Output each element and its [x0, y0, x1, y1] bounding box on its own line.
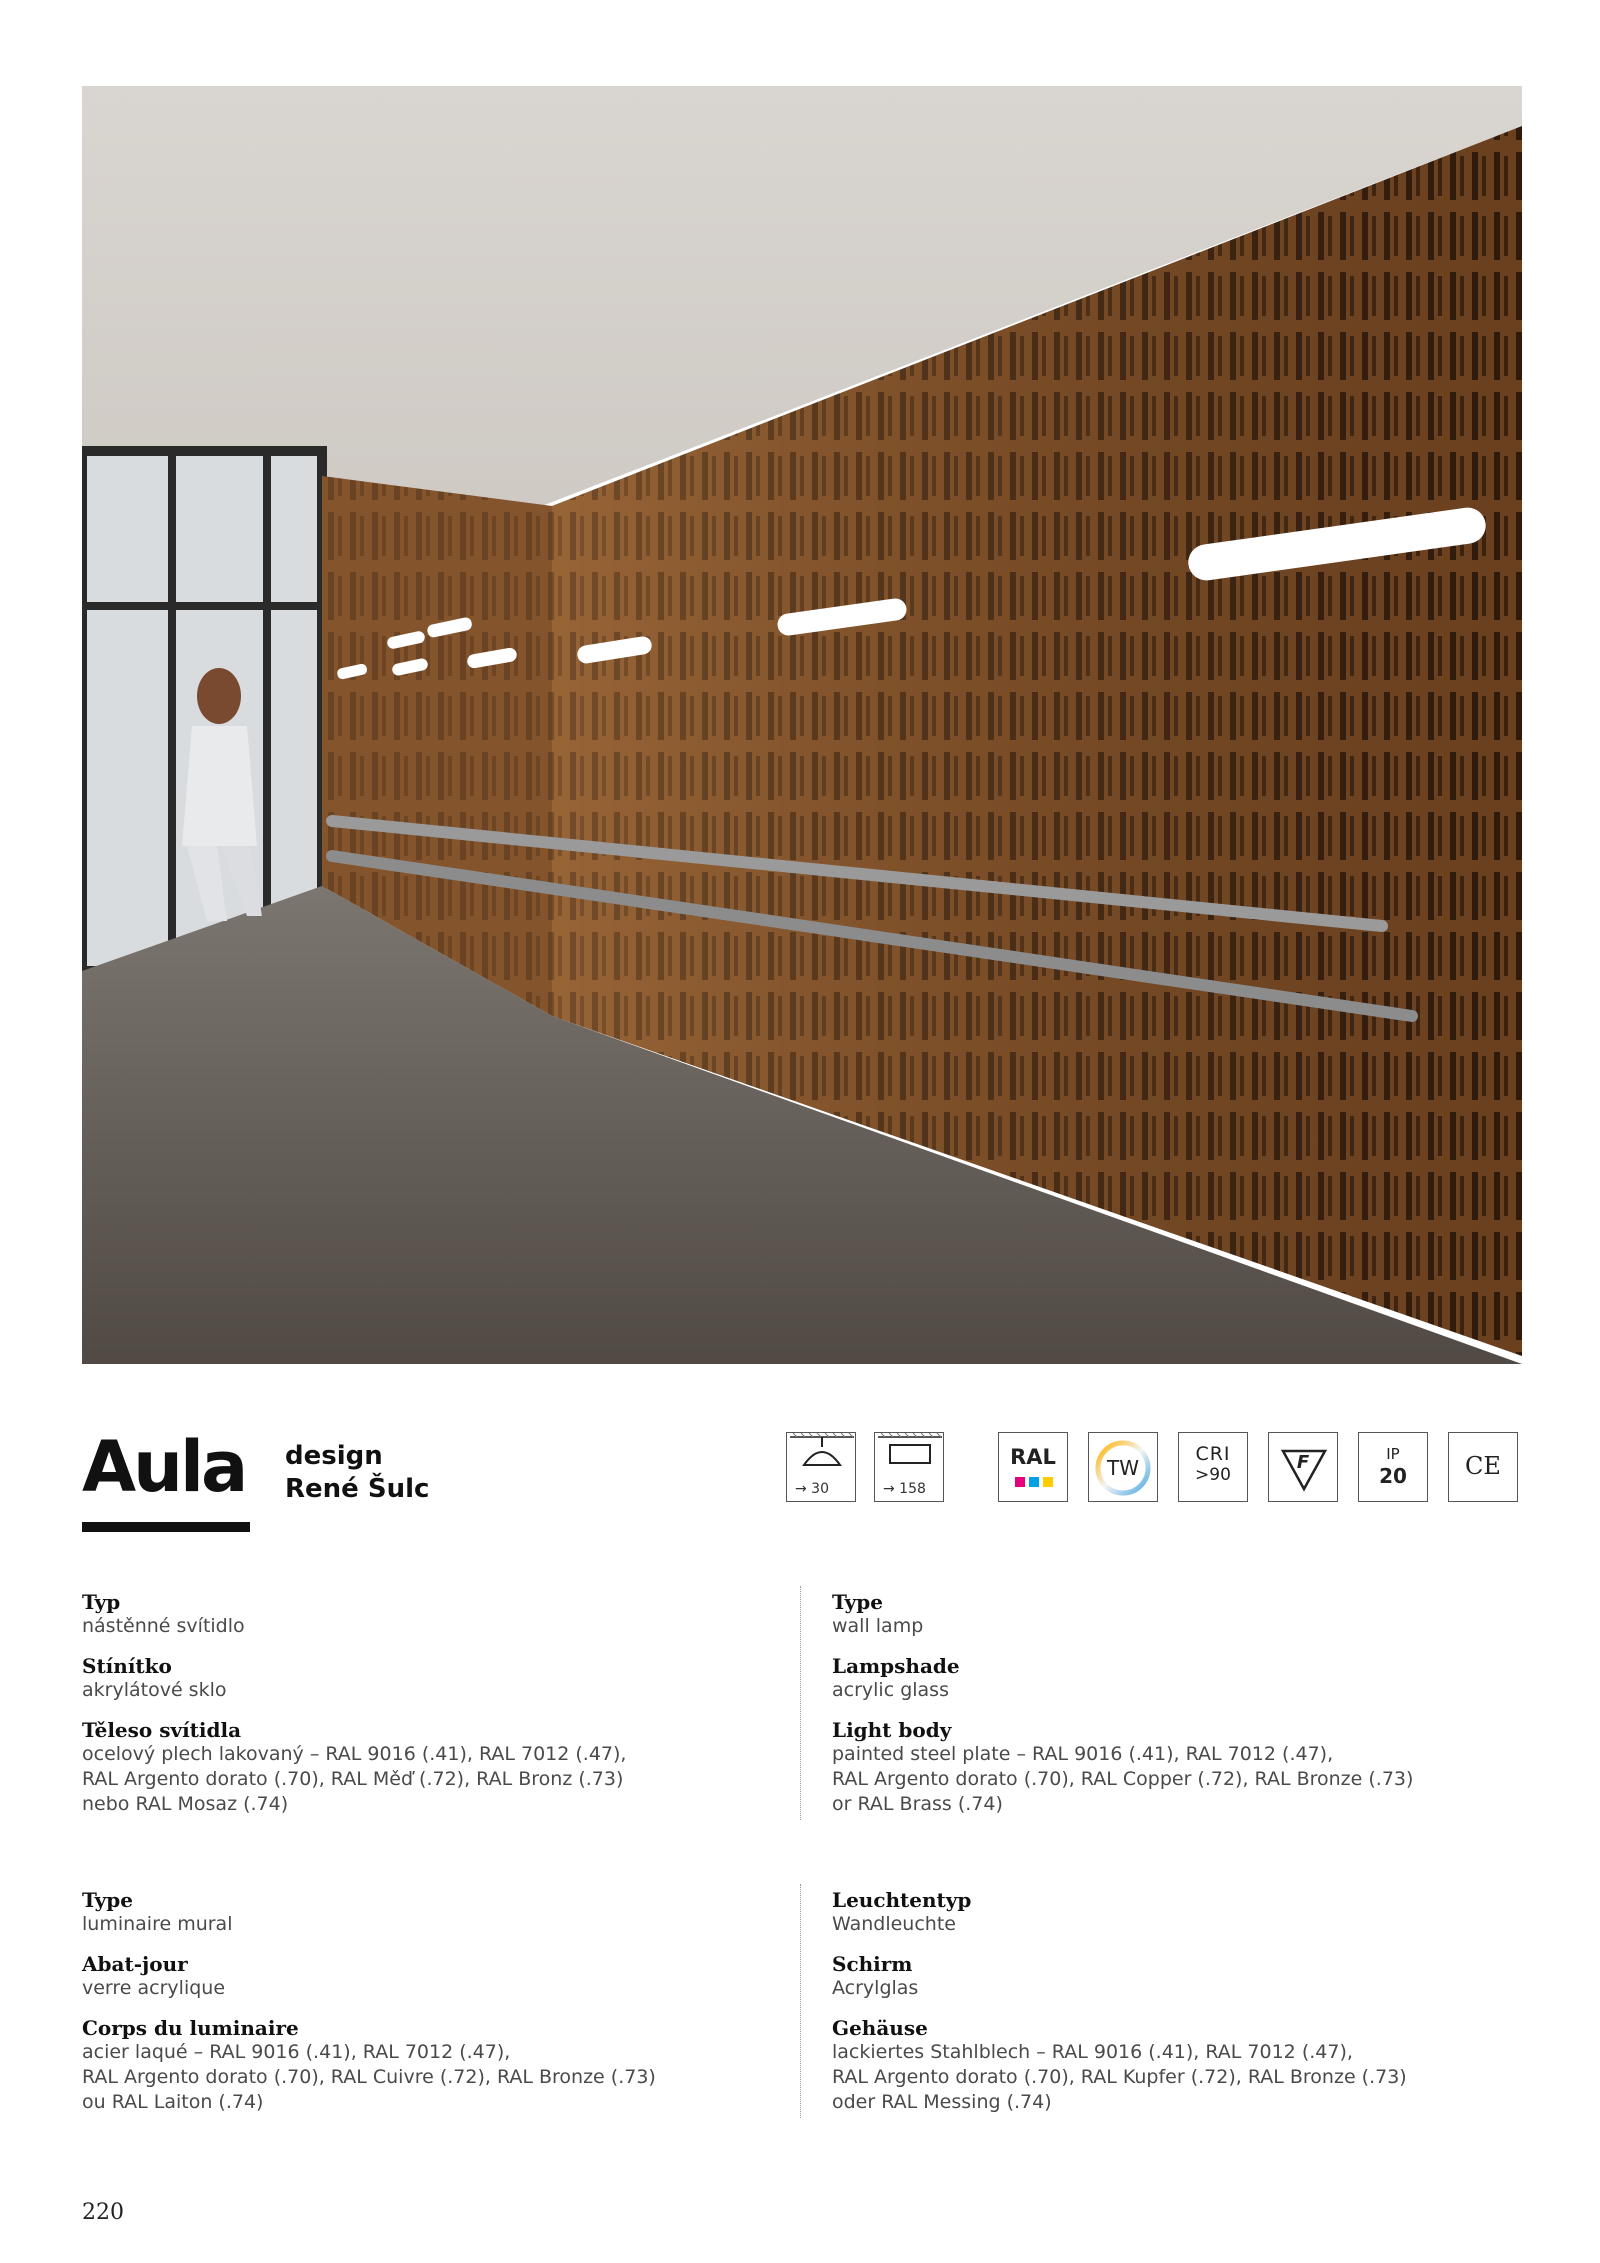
column-divider [800, 1884, 801, 2118]
spec-english [832, 1590, 1512, 1832]
ce-label: CE [1465, 1452, 1501, 1480]
cz-body-line: RAL Argento dorato (.70), RAL Měď (.72), RAL Bronz (.73) [82, 1768, 624, 1790]
ral-swatch-magenta-icon [1015, 1477, 1025, 1487]
f-mark-label: F [1296, 1452, 1310, 1473]
en-body-line: RAL Argento dorato (.70), RAL Copper (.72), RAL Bronze (.73) [832, 1768, 1414, 1790]
ip-label: IP [1386, 1445, 1400, 1463]
ral-colors-icon [998, 1432, 1068, 1502]
surface-dimension-value: → 158 [883, 1481, 926, 1497]
ral-label: RAL [1010, 1445, 1056, 1469]
ip-value: 20 [1379, 1464, 1407, 1488]
cz-shade-label: Stínítko [82, 1654, 172, 1678]
fr-type-value: luminaire mural [82, 1913, 233, 1935]
cz-type-value: nástěnné svítidlo [82, 1615, 245, 1637]
en-shade-label: Lampshade [832, 1654, 960, 1678]
de-body-value [832, 2040, 1512, 2115]
designer-label: design [285, 1441, 383, 1471]
spec-german [832, 1888, 1512, 2130]
ceiling-dimension-icon [786, 1432, 856, 1502]
tw-label: TW [1107, 1456, 1139, 1480]
fr-type-label: Type [82, 1888, 134, 1912]
cz-shade-value: akrylátové sklo [82, 1679, 227, 1701]
cz-type-label: Typ [82, 1590, 121, 1614]
feature-icons [0, 1426, 1600, 1508]
designer-name: René Šulc [285, 1474, 430, 1504]
ceiling-dimension-value: → 30 [795, 1481, 829, 1497]
spec-french [82, 1888, 762, 2130]
cri-value: >90 [1195, 1465, 1231, 1485]
ip-rating-icon [1358, 1432, 1428, 1502]
de-body-line: lackiertes Stahlblech – RAL 9016 (.41), RAL 7012 (.47), [832, 2041, 1353, 2063]
de-body-line: RAL Argento dorato (.70), RAL Kupfer (.72), RAL Bronze (.73) [832, 2066, 1407, 2088]
corridor-scene [82, 86, 1522, 1364]
fr-shade-value: verre acrylique [82, 1977, 226, 1999]
fr-shade-label: Abat-jour [82, 1952, 188, 1976]
de-type-label: Leuchtentyp [832, 1888, 972, 1912]
cz-body-line: nebo RAL Mosaz (.74) [82, 1793, 289, 1815]
surface-dimension-icon [874, 1432, 944, 1502]
en-type-label: Type [832, 1590, 884, 1614]
fr-body-line: RAL Argento dorato (.70), RAL Cuivre (.72), RAL Bronze (.73) [82, 2066, 656, 2088]
de-shade-label: Schirm [832, 1952, 913, 1976]
en-body-label: Light body [832, 1718, 952, 1742]
en-shade-value: acrylic glass [832, 1679, 949, 1701]
cri-icon [1178, 1432, 1248, 1502]
en-type-value: wall lamp [832, 1615, 924, 1637]
column-divider [800, 1586, 801, 1820]
en-body-value [832, 1742, 1512, 1817]
de-body-label: Gehäuse [832, 2016, 928, 2040]
cz-body-value [82, 1742, 762, 1817]
cz-body-line: ocelový plech lakovaný – RAL 9016 (.41), RAL 7012 (.47), [82, 1743, 627, 1765]
fr-body-line: ou RAL Laiton (.74) [82, 2091, 264, 2113]
fr-body-value [82, 2040, 762, 2115]
fr-body-line: acier laqué – RAL 9016 (.41), RAL 7012 (.47), [82, 2041, 511, 2063]
cri-label: CRI [1195, 1443, 1231, 1465]
product-title: Aula [82, 1426, 246, 1508]
en-body-line: or RAL Brass (.74) [832, 1793, 1003, 1815]
de-type-value: Wandleuchte [832, 1913, 956, 1935]
de-body-line: oder RAL Messing (.74) [832, 2091, 1052, 2113]
ral-swatch-cyan-icon [1029, 1477, 1039, 1487]
en-body-line: painted steel plate – RAL 9016 (.41), RAL 7012 (.47), [832, 1743, 1334, 1765]
ral-swatch-yellow-icon [1043, 1477, 1053, 1487]
page-number: 220 [82, 2200, 124, 2225]
spec-czech [82, 1590, 762, 1832]
hero-photo [82, 86, 1522, 1364]
ce-mark-icon [1448, 1432, 1518, 1502]
title-underline [82, 1522, 250, 1532]
cz-body-label: Těleso svítidla [82, 1718, 242, 1742]
de-shade-value: Acrylglas [832, 1977, 919, 1999]
fr-body-label: Corps du luminaire [82, 2016, 299, 2040]
tunable-white-icon [1088, 1432, 1158, 1502]
f-mark-icon [1268, 1432, 1338, 1502]
